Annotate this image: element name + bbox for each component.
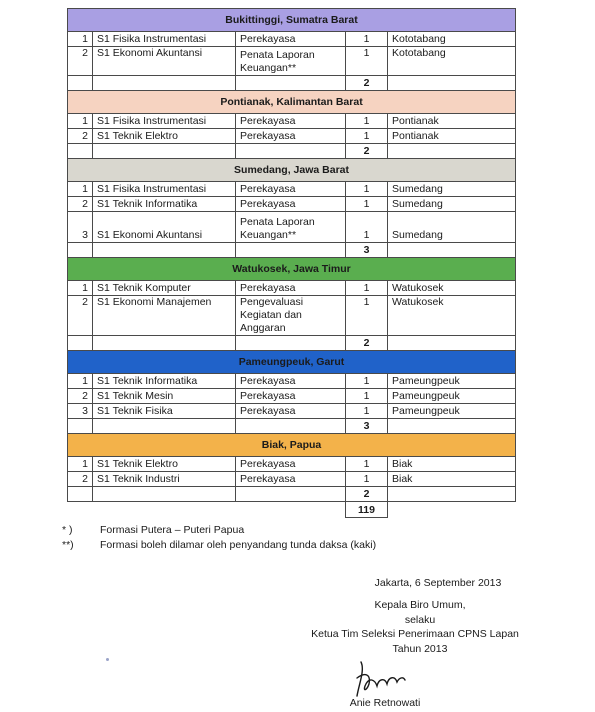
quantity-cell: 1 [346, 374, 388, 389]
section-total: 2 [346, 336, 388, 351]
empty-cell [388, 243, 516, 258]
section-header [68, 9, 516, 32]
committee-year: Tahun 2013 [392, 643, 448, 655]
section-total: 3 [346, 419, 388, 434]
empty-cell [236, 76, 346, 91]
footnote-disability [62, 538, 376, 553]
table-row [68, 374, 516, 389]
empty-cell [388, 144, 516, 159]
table-row [68, 47, 516, 76]
section-header [68, 434, 516, 457]
row-number: 3 [68, 212, 93, 243]
table-row [68, 281, 516, 296]
position-cell: Perekayasa [236, 281, 346, 296]
education-cell: S1 Ekonomi Akuntansi [93, 212, 236, 243]
section-total: 2 [346, 76, 388, 91]
footnotes [62, 523, 376, 553]
footnote-text: Formasi Putera – Puteri Papua [100, 524, 245, 536]
section-title: Pontianak, Kalimantan Barat [68, 91, 516, 114]
empty-cell [93, 144, 236, 159]
row-number: 2 [68, 389, 93, 404]
row-number: 3 [68, 404, 93, 419]
education-cell: S1 Fisika Instrumentasi [93, 182, 236, 197]
quantity-cell: 1 [346, 472, 388, 487]
position-cell: Perekayasa [236, 32, 346, 47]
position-cell: Perekayasa [236, 197, 346, 212]
empty-cell [68, 336, 93, 351]
section-total-row [68, 243, 516, 258]
signatory-name: Anie Retnowati [349, 697, 421, 709]
section-header [68, 258, 516, 281]
table-row [68, 472, 516, 487]
quantity-cell: 1 [346, 47, 388, 76]
empty-cell [93, 336, 236, 351]
position-cell: Perekayasa [236, 182, 346, 197]
position-cell: Perekayasa [236, 129, 346, 144]
quantity-cell: 1 [346, 404, 388, 419]
row-number: 1 [68, 114, 93, 129]
section-total-row [68, 419, 516, 434]
vacancy-table [67, 8, 516, 518]
empty-cell [388, 336, 516, 351]
empty-cell [236, 243, 346, 258]
row-number: 2 [68, 47, 93, 76]
quantity-cell: 1 [346, 182, 388, 197]
section-total: 2 [346, 144, 388, 159]
empty-cell [236, 144, 346, 159]
education-cell: S1 Ekonomi Akuntansi [93, 47, 236, 76]
position-cell: Penata Laporan Keuangan** [236, 212, 346, 243]
table-row [68, 129, 516, 144]
education-cell: S1 Teknik Industri [93, 472, 236, 487]
position-cell: Perekayasa [236, 404, 346, 419]
section-header [68, 351, 516, 374]
footnote-papua [62, 523, 376, 538]
empty-cell [68, 502, 93, 518]
education-cell: S1 Teknik Fisika [93, 404, 236, 419]
committee-role: Ketua Tim Seleksi Penerimaan CPNS Lapan [311, 628, 519, 640]
section-total: 3 [346, 243, 388, 258]
quantity-cell: 1 [346, 32, 388, 47]
section-total: 2 [346, 487, 388, 502]
location-cell: Watukosek [388, 281, 516, 296]
table-row [68, 296, 516, 336]
empty-cell [93, 487, 236, 502]
quantity-cell: 1 [346, 296, 388, 336]
row-number: 2 [68, 197, 93, 212]
row-number: 1 [68, 182, 93, 197]
position-cell: Penata Laporan Keuangan** [236, 47, 346, 76]
office-title: Kepala Biro Umum, [374, 599, 466, 611]
scan-speck [106, 658, 109, 661]
education-cell: S1 Teknik Elektro [93, 457, 236, 472]
section-total-row [68, 76, 516, 91]
quantity-cell: 1 [346, 389, 388, 404]
section-header [68, 91, 516, 114]
location-cell: Pontianak [388, 114, 516, 129]
empty-cell [68, 487, 93, 502]
row-number: 1 [68, 374, 93, 389]
location-cell: Pameungpeuk [388, 404, 516, 419]
education-cell: S1 Fisika Instrumentasi [93, 114, 236, 129]
location-cell: Biak [388, 457, 516, 472]
section-total-row [68, 144, 516, 159]
grand-total-row [68, 502, 516, 518]
empty-cell [93, 419, 236, 434]
footnote-mark: **) [62, 539, 74, 551]
empty-cell [68, 76, 93, 91]
education-cell: S1 Fisika Instrumentasi [93, 32, 236, 47]
education-cell: S1 Teknik Informatika [93, 374, 236, 389]
table-row [68, 182, 516, 197]
empty-cell [68, 144, 93, 159]
table-row [68, 389, 516, 404]
quantity-cell: 1 [346, 114, 388, 129]
empty-cell [236, 502, 346, 518]
table-row [68, 457, 516, 472]
education-cell: S1 Teknik Komputer [93, 281, 236, 296]
empty-cell [68, 419, 93, 434]
location-cell: Sumedang [388, 182, 516, 197]
position-cell: Perekayasa [236, 472, 346, 487]
quantity-cell: 1 [346, 457, 388, 472]
section-total-row [68, 487, 516, 502]
education-cell: S1 Ekonomi Manajemen [93, 296, 236, 336]
location-cell: Kototabang [388, 32, 516, 47]
section-title: Bukittinggi, Sumatra Barat [68, 9, 516, 32]
quantity-cell: 1 [346, 197, 388, 212]
grand-total: 119 [346, 502, 388, 518]
handwritten-signature [351, 658, 411, 700]
section-title: Sumedang, Jawa Barat [68, 159, 516, 182]
quantity-cell: 1 [346, 281, 388, 296]
position-cell: Pengevaluasi Kegiatan dan Anggaran [236, 296, 346, 336]
office-as: selaku [404, 614, 436, 626]
empty-cell [388, 487, 516, 502]
section-title: Pameungpeuk, Garut [68, 351, 516, 374]
location-cell: Biak [388, 472, 516, 487]
location-cell: Sumedang [388, 212, 516, 243]
empty-cell [236, 419, 346, 434]
row-number: 2 [68, 472, 93, 487]
location-cell: Kototabang [388, 47, 516, 76]
footnote-mark: * ) [62, 524, 73, 536]
empty-cell [236, 336, 346, 351]
row-number: 1 [68, 32, 93, 47]
table-row [68, 114, 516, 129]
quantity-cell: 1 [346, 212, 388, 243]
table-row [68, 404, 516, 419]
row-number: 1 [68, 457, 93, 472]
location-cell: Pameungpeuk [388, 389, 516, 404]
location-cell: Pontianak [388, 129, 516, 144]
empty-cell [93, 502, 236, 518]
position-cell: Perekayasa [236, 389, 346, 404]
position-cell: Perekayasa [236, 114, 346, 129]
empty-cell [388, 76, 516, 91]
section-title: Biak, Papua [68, 434, 516, 457]
location-cell: Sumedang [388, 197, 516, 212]
place-date: Jakarta, 6 September 2013 [374, 577, 502, 589]
section-title: Watukosek, Jawa Timur [68, 258, 516, 281]
education-cell: S1 Teknik Mesin [93, 389, 236, 404]
row-number: 2 [68, 296, 93, 336]
position-cell: Perekayasa [236, 457, 346, 472]
empty-cell [388, 502, 516, 518]
empty-cell [93, 76, 236, 91]
empty-cell [68, 243, 93, 258]
empty-cell [388, 419, 516, 434]
section-header [68, 159, 516, 182]
education-cell: S1 Teknik Elektro [93, 129, 236, 144]
table-row [68, 212, 516, 243]
table-row [68, 197, 516, 212]
empty-cell [93, 243, 236, 258]
row-number: 2 [68, 129, 93, 144]
table-row [68, 32, 516, 47]
position-cell: Perekayasa [236, 374, 346, 389]
location-cell: Pameungpeuk [388, 374, 516, 389]
quantity-cell: 1 [346, 129, 388, 144]
empty-cell [236, 487, 346, 502]
location-cell: Watukosek [388, 296, 516, 336]
footnote-text: Formasi boleh dilamar oleh penyandang tunda daksa (kaki) [100, 539, 377, 551]
section-total-row [68, 336, 516, 351]
row-number: 1 [68, 281, 93, 296]
education-cell: S1 Teknik Informatika [93, 197, 236, 212]
